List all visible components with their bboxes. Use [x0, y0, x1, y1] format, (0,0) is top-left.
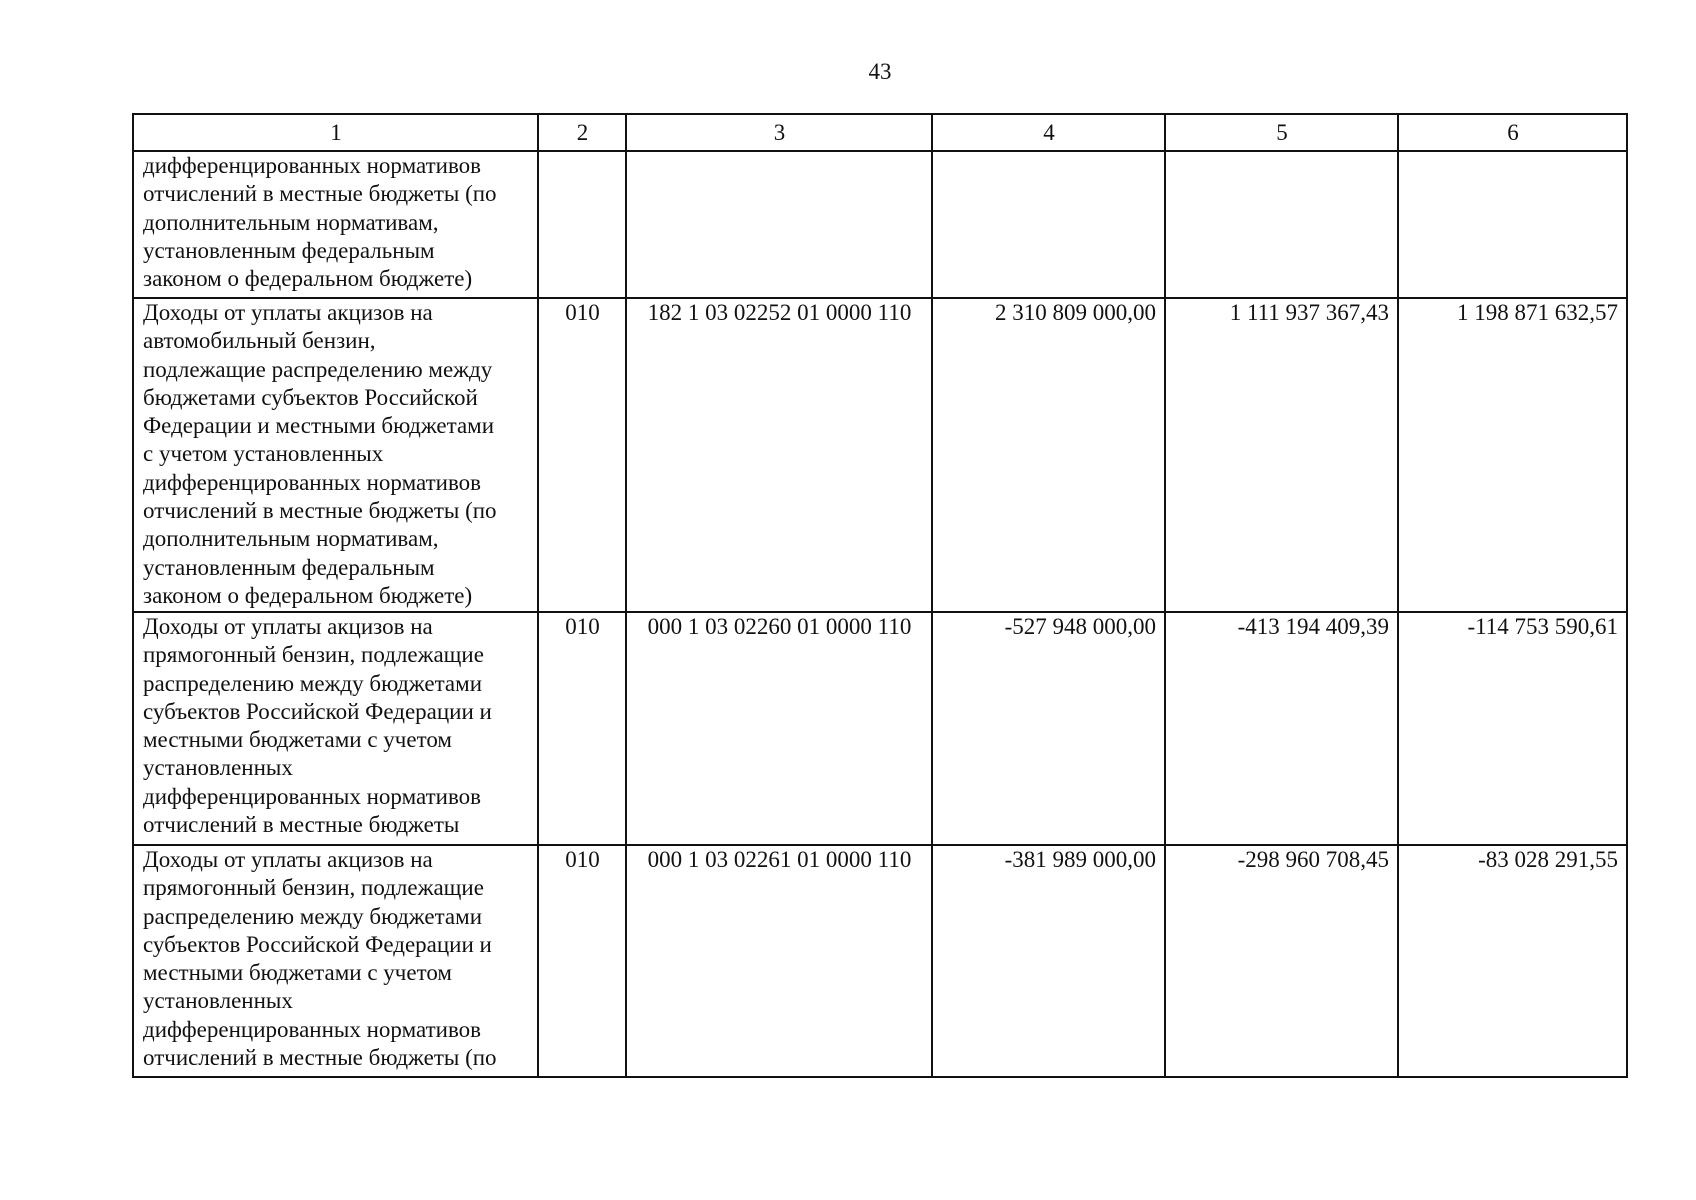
description-line: бюджетами субъектов Российской: [143, 384, 478, 410]
row-approved-amount: -527 948 000,00: [932, 612, 1165, 845]
description-line: дифференцированных нормативов: [143, 783, 482, 809]
row-budget-classification-code: 000 1 03 02261 01 0000 110: [626, 845, 932, 1077]
description-line: дополнительным нормативам,: [143, 209, 439, 235]
description-line: субъектов Российской Федерации и: [143, 931, 492, 957]
row-approved-amount: -381 989 000,00: [932, 845, 1165, 1077]
column-header-1: 1: [133, 114, 538, 151]
description-line: дополнительным нормативам,: [143, 526, 439, 552]
page-number: 43: [868, 59, 892, 84]
description-line: дифференцированных нормативов: [143, 153, 482, 178]
table-row: [133, 298, 1627, 612]
row-budget-classification-code: [626, 151, 932, 298]
description-line: Доходы от уплаты акцизов на: [143, 847, 433, 872]
description-line: прямогонный бензин, подлежащие: [143, 875, 484, 901]
row-description: [133, 298, 538, 612]
row-executed-amount: -298 960 708,45: [1165, 845, 1398, 1077]
table-body: [133, 151, 1627, 1077]
row-executed-amount: 1 111 937 367,43: [1165, 298, 1398, 612]
description-line: установленных: [143, 755, 293, 781]
row-executed-amount: -413 194 409,39: [1165, 612, 1398, 845]
description-line: с учетом установленных: [143, 441, 384, 467]
description-line: распределению между бюджетами: [143, 670, 483, 696]
column-header-3: 3: [626, 114, 932, 151]
row-line-code: [538, 151, 626, 298]
row-unexecuted-amount: [1398, 151, 1627, 298]
column-header-5: 5: [1165, 114, 1398, 151]
table-row: [133, 845, 1627, 1077]
row-unexecuted-amount: 1 198 871 632,57: [1398, 298, 1627, 612]
row-executed-amount: [1165, 151, 1398, 298]
description-line: отчислений в местные бюджеты (по: [143, 498, 497, 524]
row-line-code: 010: [538, 845, 626, 1077]
description-line: дифференцированных нормативов: [143, 1016, 482, 1042]
description-line: установленным федеральным: [143, 554, 435, 580]
description-line: местными бюджетами с учетом: [143, 960, 452, 986]
description-line: законом о федеральном бюджете): [143, 582, 473, 608]
row-approved-amount: 2 310 809 000,00: [932, 298, 1165, 612]
row-description: [133, 612, 538, 845]
revenue-table: [132, 113, 1628, 1078]
description-line: дифференцированных нормативов: [143, 469, 482, 495]
row-line-code: 010: [538, 298, 626, 612]
description-line: установленных: [143, 988, 293, 1014]
row-description: [133, 151, 538, 298]
row-unexecuted-amount: -83 028 291,55: [1398, 845, 1627, 1077]
description-line: установленным федеральным: [143, 237, 435, 263]
column-header-6: 6: [1398, 114, 1627, 151]
description-line: автомобильный бензин,: [143, 328, 376, 354]
description-line: Федерации и местными бюджетами: [143, 413, 495, 439]
row-budget-classification-code: 000 1 03 02260 01 0000 110: [626, 612, 932, 845]
table-row: [133, 612, 1627, 845]
table-row: [133, 151, 1627, 298]
description-line: Доходы от уплаты акцизов на: [143, 300, 433, 325]
description-line: отчислений в местные бюджеты (по: [143, 181, 497, 207]
row-budget-classification-code: 182 1 03 02252 01 0000 110: [626, 298, 932, 612]
description-line: отчислений в местные бюджеты: [143, 812, 460, 838]
column-header-2: 2: [538, 114, 626, 151]
description-line: прямогонный бензин, подлежащие: [143, 642, 484, 668]
row-line-code: 010: [538, 612, 626, 845]
description-line: Доходы от уплаты акцизов на: [143, 614, 433, 639]
description-line: субъектов Российской Федерации и: [143, 698, 492, 724]
row-approved-amount: [932, 151, 1165, 298]
column-header-4: 4: [932, 114, 1165, 151]
description-line: местными бюджетами с учетом: [143, 727, 452, 753]
table-header-row: [133, 114, 1627, 151]
description-line: отчислений в местные бюджеты (по: [143, 1045, 497, 1071]
description-line: распределению между бюджетами: [143, 903, 483, 929]
row-unexecuted-amount: -114 753 590,61: [1398, 612, 1627, 845]
row-description: [133, 845, 538, 1077]
description-line: подлежащие распределению между: [143, 356, 493, 382]
description-line: законом о федеральном бюджете): [143, 266, 473, 292]
